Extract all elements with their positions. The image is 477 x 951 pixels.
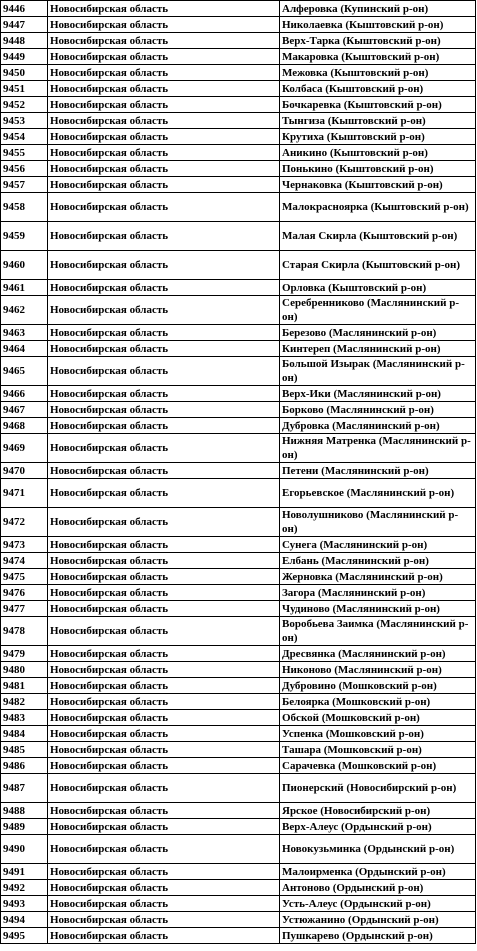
- settlement-cell: Старая Скирла (Кыштовский р-он): [280, 251, 476, 280]
- settlement-cell: Межовка (Кыштовский р-он): [280, 65, 476, 81]
- row-number: 9452: [1, 97, 48, 113]
- settlement-cell: Дресвянка (Маслянинский р-он): [280, 646, 476, 662]
- table-row: [1, 177, 476, 193]
- region-cell: Новосибирская область: [48, 341, 280, 357]
- settlement-cell: Крутиха (Кыштовский р-он): [280, 129, 476, 145]
- table-row: [1, 386, 476, 402]
- row-number: 9470: [1, 463, 48, 479]
- settlement-cell: Алферовка (Купинский р-он): [280, 1, 476, 17]
- region-cell: Новосибирская область: [48, 479, 280, 508]
- row-number: 9462: [1, 296, 48, 325]
- settlement-cell: Загора (Маслянинский р-он): [280, 585, 476, 601]
- row-number: 9474: [1, 553, 48, 569]
- row-number: 9475: [1, 569, 48, 585]
- settlement-cell: Антоново (Ордынский р-он): [280, 880, 476, 896]
- settlement-cell: Обской (Мошковский р-он): [280, 710, 476, 726]
- table-row: [1, 585, 476, 601]
- row-number: 9478: [1, 617, 48, 646]
- settlement-cell: Тынгиза (Кыштовский р-он): [280, 113, 476, 129]
- table-row: [1, 646, 476, 662]
- region-cell: Новосибирская область: [48, 65, 280, 81]
- region-cell: Новосибирская область: [48, 33, 280, 49]
- row-number: 9476: [1, 585, 48, 601]
- settlement-cell: Сунега (Маслянинский р-он): [280, 537, 476, 553]
- settlement-cell: Белоярка (Мошковский р-он): [280, 694, 476, 710]
- row-number: 9494: [1, 912, 48, 928]
- table-row: [1, 402, 476, 418]
- settlement-cell: Устюжанино (Ордынский р-он): [280, 912, 476, 928]
- row-number: 9482: [1, 694, 48, 710]
- row-number: 9489: [1, 819, 48, 835]
- table-row: [1, 145, 476, 161]
- region-cell: Новосибирская область: [48, 222, 280, 251]
- region-cell: Новосибирская область: [48, 97, 280, 113]
- settlement-cell: Воробьева Заимка (Маслянинский р-он): [280, 617, 476, 646]
- region-cell: Новосибирская область: [48, 129, 280, 145]
- region-cell: Новосибирская область: [48, 386, 280, 402]
- settlement-cell: Пушкарево (Ордынский р-он): [280, 928, 476, 944]
- table-row: [1, 463, 476, 479]
- region-cell: Новосибирская область: [48, 819, 280, 835]
- region-cell: Новосибирская область: [48, 585, 280, 601]
- settlement-cell: Усть-Алеус (Ордынский р-он): [280, 896, 476, 912]
- settlement-cell: Сарачевка (Мошковский р-он): [280, 758, 476, 774]
- region-cell: Новосибирская область: [48, 357, 280, 386]
- region-cell: Новосибирская область: [48, 678, 280, 694]
- settlement-cell: Борково (Маслянинский р-он): [280, 402, 476, 418]
- table-row: [1, 678, 476, 694]
- settlement-cell: Нижняя Матренка (Маслянинский р-он): [280, 434, 476, 463]
- row-number: 9469: [1, 434, 48, 463]
- settlement-cell: Николаевка (Кыштовский р-он): [280, 17, 476, 33]
- table-row: [1, 193, 476, 222]
- settlement-cell: Дубровка (Маслянинский р-он): [280, 418, 476, 434]
- row-number: 9456: [1, 161, 48, 177]
- region-cell: Новосибирская область: [48, 325, 280, 341]
- row-number: 9448: [1, 33, 48, 49]
- region-cell: Новосибирская область: [48, 553, 280, 569]
- settlement-cell: Верх-Ики (Маслянинский р-он): [280, 386, 476, 402]
- region-cell: Новосибирская область: [48, 296, 280, 325]
- row-number: 9484: [1, 726, 48, 742]
- table-row: [1, 601, 476, 617]
- settlement-cell: Макаровка (Кыштовский р-он): [280, 49, 476, 65]
- table-row: [1, 912, 476, 928]
- settlement-cell: Никоново (Маслянинский р-он): [280, 662, 476, 678]
- table-row: [1, 928, 476, 944]
- table-row: [1, 113, 476, 129]
- region-cell: Новосибирская область: [48, 928, 280, 944]
- row-number: 9460: [1, 251, 48, 280]
- region-cell: Новосибирская область: [48, 145, 280, 161]
- table-row: [1, 479, 476, 508]
- region-cell: Новосибирская область: [48, 569, 280, 585]
- region-cell: Новосибирская область: [48, 774, 280, 803]
- region-cell: Новосибирская область: [48, 49, 280, 65]
- settlement-cell: Орловка (Кыштовский р-он): [280, 280, 476, 296]
- settlement-cell: Малокрасноярка (Кыштовский р-он): [280, 193, 476, 222]
- table-row: [1, 1, 476, 17]
- table-row: [1, 341, 476, 357]
- region-cell: Новосибирская область: [48, 726, 280, 742]
- row-number: 9483: [1, 710, 48, 726]
- row-number: 9468: [1, 418, 48, 434]
- settlement-cell: Кинтереп (Маслянинский р-он): [280, 341, 476, 357]
- table-row: [1, 819, 476, 835]
- row-number: 9463: [1, 325, 48, 341]
- row-number: 9446: [1, 1, 48, 17]
- settlement-cell: Успенка (Мошковский р-он): [280, 726, 476, 742]
- region-cell: Новосибирская область: [48, 81, 280, 97]
- region-cell: Новосибирская область: [48, 434, 280, 463]
- settlement-cell: Серебренниково (Маслянинский р-он): [280, 296, 476, 325]
- settlement-cell: Елбань (Маслянинский р-он): [280, 553, 476, 569]
- row-number: 9453: [1, 113, 48, 129]
- row-number: 9466: [1, 386, 48, 402]
- settlement-cell: Верх-Тарка (Кыштовский р-он): [280, 33, 476, 49]
- region-cell: Новосибирская область: [48, 864, 280, 880]
- table-row: [1, 553, 476, 569]
- settlement-cell: Большой Изырак (Маслянинский р-он): [280, 357, 476, 386]
- settlement-cell: Малая Скирла (Кыштовский р-он): [280, 222, 476, 251]
- table-row: [1, 617, 476, 646]
- region-cell: Новосибирская область: [48, 418, 280, 434]
- region-cell: Новосибирская область: [48, 646, 280, 662]
- row-number: 9480: [1, 662, 48, 678]
- table-row: [1, 710, 476, 726]
- settlement-cell: Верх-Алеус (Ордынский р-он): [280, 819, 476, 835]
- settlement-cell: Чудиново (Маслянинский р-он): [280, 601, 476, 617]
- region-cell: Новосибирская область: [48, 402, 280, 418]
- table-row: [1, 357, 476, 386]
- table-row: [1, 161, 476, 177]
- table-row: [1, 880, 476, 896]
- settlement-cell: Малоирменка (Ордынский р-он): [280, 864, 476, 880]
- settlement-cell: Пионерский (Новосибирский р-он): [280, 774, 476, 803]
- region-cell: Новосибирская область: [48, 758, 280, 774]
- row-number: 9447: [1, 17, 48, 33]
- region-cell: Новосибирская область: [48, 912, 280, 928]
- region-cell: Новосибирская область: [48, 880, 280, 896]
- table-row: [1, 896, 476, 912]
- table-row: [1, 296, 476, 325]
- table-row: [1, 803, 476, 819]
- region-cell: Новосибирская область: [48, 463, 280, 479]
- table-row: [1, 97, 476, 113]
- settlement-cell: Петени (Маслянинский р-он): [280, 463, 476, 479]
- table-row: [1, 17, 476, 33]
- row-number: 9473: [1, 537, 48, 553]
- row-number: 9490: [1, 835, 48, 864]
- row-number: 9485: [1, 742, 48, 758]
- row-number: 9458: [1, 193, 48, 222]
- region-cell: Новосибирская область: [48, 537, 280, 553]
- row-number: 9455: [1, 145, 48, 161]
- row-number: 9461: [1, 280, 48, 296]
- table-row: [1, 864, 476, 880]
- table-row: [1, 33, 476, 49]
- region-cell: Новосибирская область: [48, 161, 280, 177]
- row-number: 9493: [1, 896, 48, 912]
- table-row: [1, 325, 476, 341]
- row-number: 9467: [1, 402, 48, 418]
- row-number: 9454: [1, 129, 48, 145]
- region-cell: Новосибирская область: [48, 113, 280, 129]
- row-number: 9479: [1, 646, 48, 662]
- table-row: [1, 81, 476, 97]
- table-row: [1, 508, 476, 537]
- row-number: 9464: [1, 341, 48, 357]
- row-number: 9492: [1, 880, 48, 896]
- region-cell: Новосибирская область: [48, 835, 280, 864]
- table-row: [1, 537, 476, 553]
- region-cell: Новосибирская область: [48, 17, 280, 33]
- row-number: 9481: [1, 678, 48, 694]
- settlement-cell: Аникино (Кыштовский р-он): [280, 145, 476, 161]
- region-cell: Новосибирская область: [48, 508, 280, 537]
- table-row: [1, 774, 476, 803]
- region-cell: Новосибирская область: [48, 251, 280, 280]
- table-row: [1, 222, 476, 251]
- row-number: 9465: [1, 357, 48, 386]
- row-number: 9457: [1, 177, 48, 193]
- settlement-cell: Березово (Маслянинский р-он): [280, 325, 476, 341]
- region-cell: Новосибирская область: [48, 617, 280, 646]
- row-number: 9477: [1, 601, 48, 617]
- table-row: [1, 662, 476, 678]
- region-cell: Новосибирская область: [48, 601, 280, 617]
- table-row: [1, 694, 476, 710]
- row-number: 9451: [1, 81, 48, 97]
- settlement-cell: Новолушниково (Маслянинский р-он): [280, 508, 476, 537]
- row-number: 9495: [1, 928, 48, 944]
- region-cell: Новосибирская область: [48, 193, 280, 222]
- table-row: [1, 129, 476, 145]
- region-cell: Новосибирская область: [48, 896, 280, 912]
- region-cell: Новосибирская область: [48, 694, 280, 710]
- row-number: 9486: [1, 758, 48, 774]
- row-number: 9449: [1, 49, 48, 65]
- row-number: 9488: [1, 803, 48, 819]
- settlement-cell: Бочкаревка (Кыштовский р-он): [280, 97, 476, 113]
- row-number: 9459: [1, 222, 48, 251]
- table-row: [1, 65, 476, 81]
- region-cell: Новосибирская область: [48, 742, 280, 758]
- settlement-cell: Новокузьминка (Ордынский р-он): [280, 835, 476, 864]
- row-number: 9472: [1, 508, 48, 537]
- settlement-cell: Жерновка (Маслянинский р-он): [280, 569, 476, 585]
- table-row: [1, 434, 476, 463]
- row-number: 9491: [1, 864, 48, 880]
- table-row: [1, 49, 476, 65]
- settlement-cell: Понькино (Кыштовский р-он): [280, 161, 476, 177]
- settlement-cell: Колбаса (Кыштовский р-он): [280, 81, 476, 97]
- region-cell: Новосибирская область: [48, 803, 280, 819]
- table-row: [1, 758, 476, 774]
- settlement-cell: Егорьевское (Маслянинский р-он): [280, 479, 476, 508]
- region-cell: Новосибирская область: [48, 177, 280, 193]
- settlement-cell: Ярское (Новосибирский р-он): [280, 803, 476, 819]
- row-number: 9471: [1, 479, 48, 508]
- table-row: [1, 280, 476, 296]
- row-number: 9450: [1, 65, 48, 81]
- row-number: 9487: [1, 774, 48, 803]
- table-row: [1, 418, 476, 434]
- table-row: [1, 835, 476, 864]
- region-cell: Новосибирская область: [48, 280, 280, 296]
- table-row: [1, 569, 476, 585]
- table-row: [1, 742, 476, 758]
- region-cell: Новосибирская область: [48, 1, 280, 17]
- settlements-table-body: [1, 1, 476, 944]
- region-cell: Новосибирская область: [48, 662, 280, 678]
- settlement-cell: Ташара (Мошковский р-он): [280, 742, 476, 758]
- settlement-cell: Чернаковка (Кыштовский р-он): [280, 177, 476, 193]
- table-row: [1, 726, 476, 742]
- region-cell: Новосибирская область: [48, 710, 280, 726]
- table-row: [1, 251, 476, 280]
- settlement-cell: Дубровино (Мошковский р-он): [280, 678, 476, 694]
